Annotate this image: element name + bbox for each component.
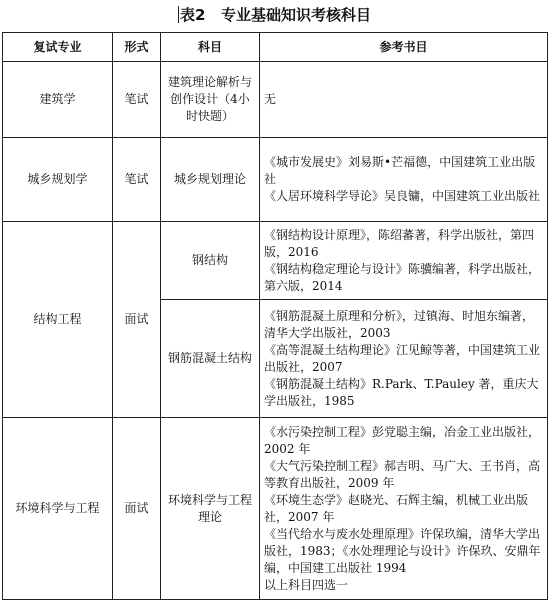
references-cell <box>260 62 548 138</box>
subject-cell: 建筑理论解析与创作设计（4小时快题） <box>161 62 260 138</box>
reference-line: 《城市发展史》刘易斯•芒福德，中国建筑工业出版社 <box>264 155 536 186</box>
subject-cell: 城乡规划理论 <box>161 138 260 222</box>
text-cursor <box>178 6 179 23</box>
reference-line: 《钢筋混凝土原理和分析》，过镇海、时旭东编著，清华大学出版社，2003 <box>264 308 535 340</box>
table-row <box>3 138 548 222</box>
reference-line: 《钢结构稳定理论与设计》陈骥编著，科学出版社，第六版，2014 <box>264 261 541 293</box>
references-cell <box>260 222 548 300</box>
references-cell <box>260 418 548 600</box>
subject-cell: 钢筋混凝土结构 <box>161 300 260 418</box>
references-cell <box>260 138 548 222</box>
major-cell: 环境科学与工程 <box>3 418 113 600</box>
table-row <box>3 62 548 138</box>
caption-title: 专业基础知识考核科目 <box>221 6 372 24</box>
form-cell: 面试 <box>113 222 161 418</box>
reference-line: 无 <box>264 92 277 106</box>
reference-line: 《钢结构设计原理》，陈绍蕃著，科学出版社，第四版，2016 <box>264 227 535 259</box>
reference-note: 以上科目四选一 <box>264 577 349 592</box>
caption-label: 表2 <box>179 6 206 24</box>
table-row <box>3 418 548 600</box>
reference-line: 《大气污染控制工程》郝吉明、马广大、王书肖，高等教育出版社，2009 年 <box>264 458 541 490</box>
reference-line: 《环境生态学》赵晓光、石辉主编，机械工业出版社，2007 年 <box>264 492 529 524</box>
subject-cell: 环境科学与工程理论 <box>161 418 260 600</box>
reference-line: 《钢筋混凝土结构》R.Park、T.Pauley 著，重庆大学出版社，1985 <box>264 376 539 408</box>
form-cell: 笔试 <box>113 62 161 138</box>
reference-line: 《当代给水与废水处理原理》许保玖编，清华大学出版社，1983；《水处理理论与设计》许保玖、安鼎年编，中国建工出版社 1994 <box>264 526 541 575</box>
header-form: 形式 <box>113 33 161 62</box>
subject-cell: 钢结构 <box>161 222 260 300</box>
reference-line: 《人居环境科学导论》吴良镛，中国建筑工业出版社 <box>264 189 541 203</box>
table-caption <box>0 0 549 30</box>
form-cell: 面试 <box>113 418 161 600</box>
table-row <box>3 222 548 300</box>
major-cell: 建筑学 <box>3 62 113 138</box>
reference-line: 《水污染控制工程》彭党聪主编，冶金工业出版社，2002 年 <box>264 424 541 456</box>
reference-line: 《高等混凝土结构理论》江见鲸等著，中国建筑工业出版社，2007 <box>264 342 541 374</box>
header-subject: 科目 <box>161 33 260 62</box>
exam-subjects-table <box>2 32 548 600</box>
table-header-row <box>3 33 548 62</box>
header-major: 复试专业 <box>3 33 113 62</box>
major-cell: 结构工程 <box>3 222 113 418</box>
major-cell: 城乡规划学 <box>3 138 113 222</box>
references-cell <box>260 300 548 418</box>
form-cell: 笔试 <box>113 138 161 222</box>
header-references: 参考书目 <box>260 33 548 62</box>
